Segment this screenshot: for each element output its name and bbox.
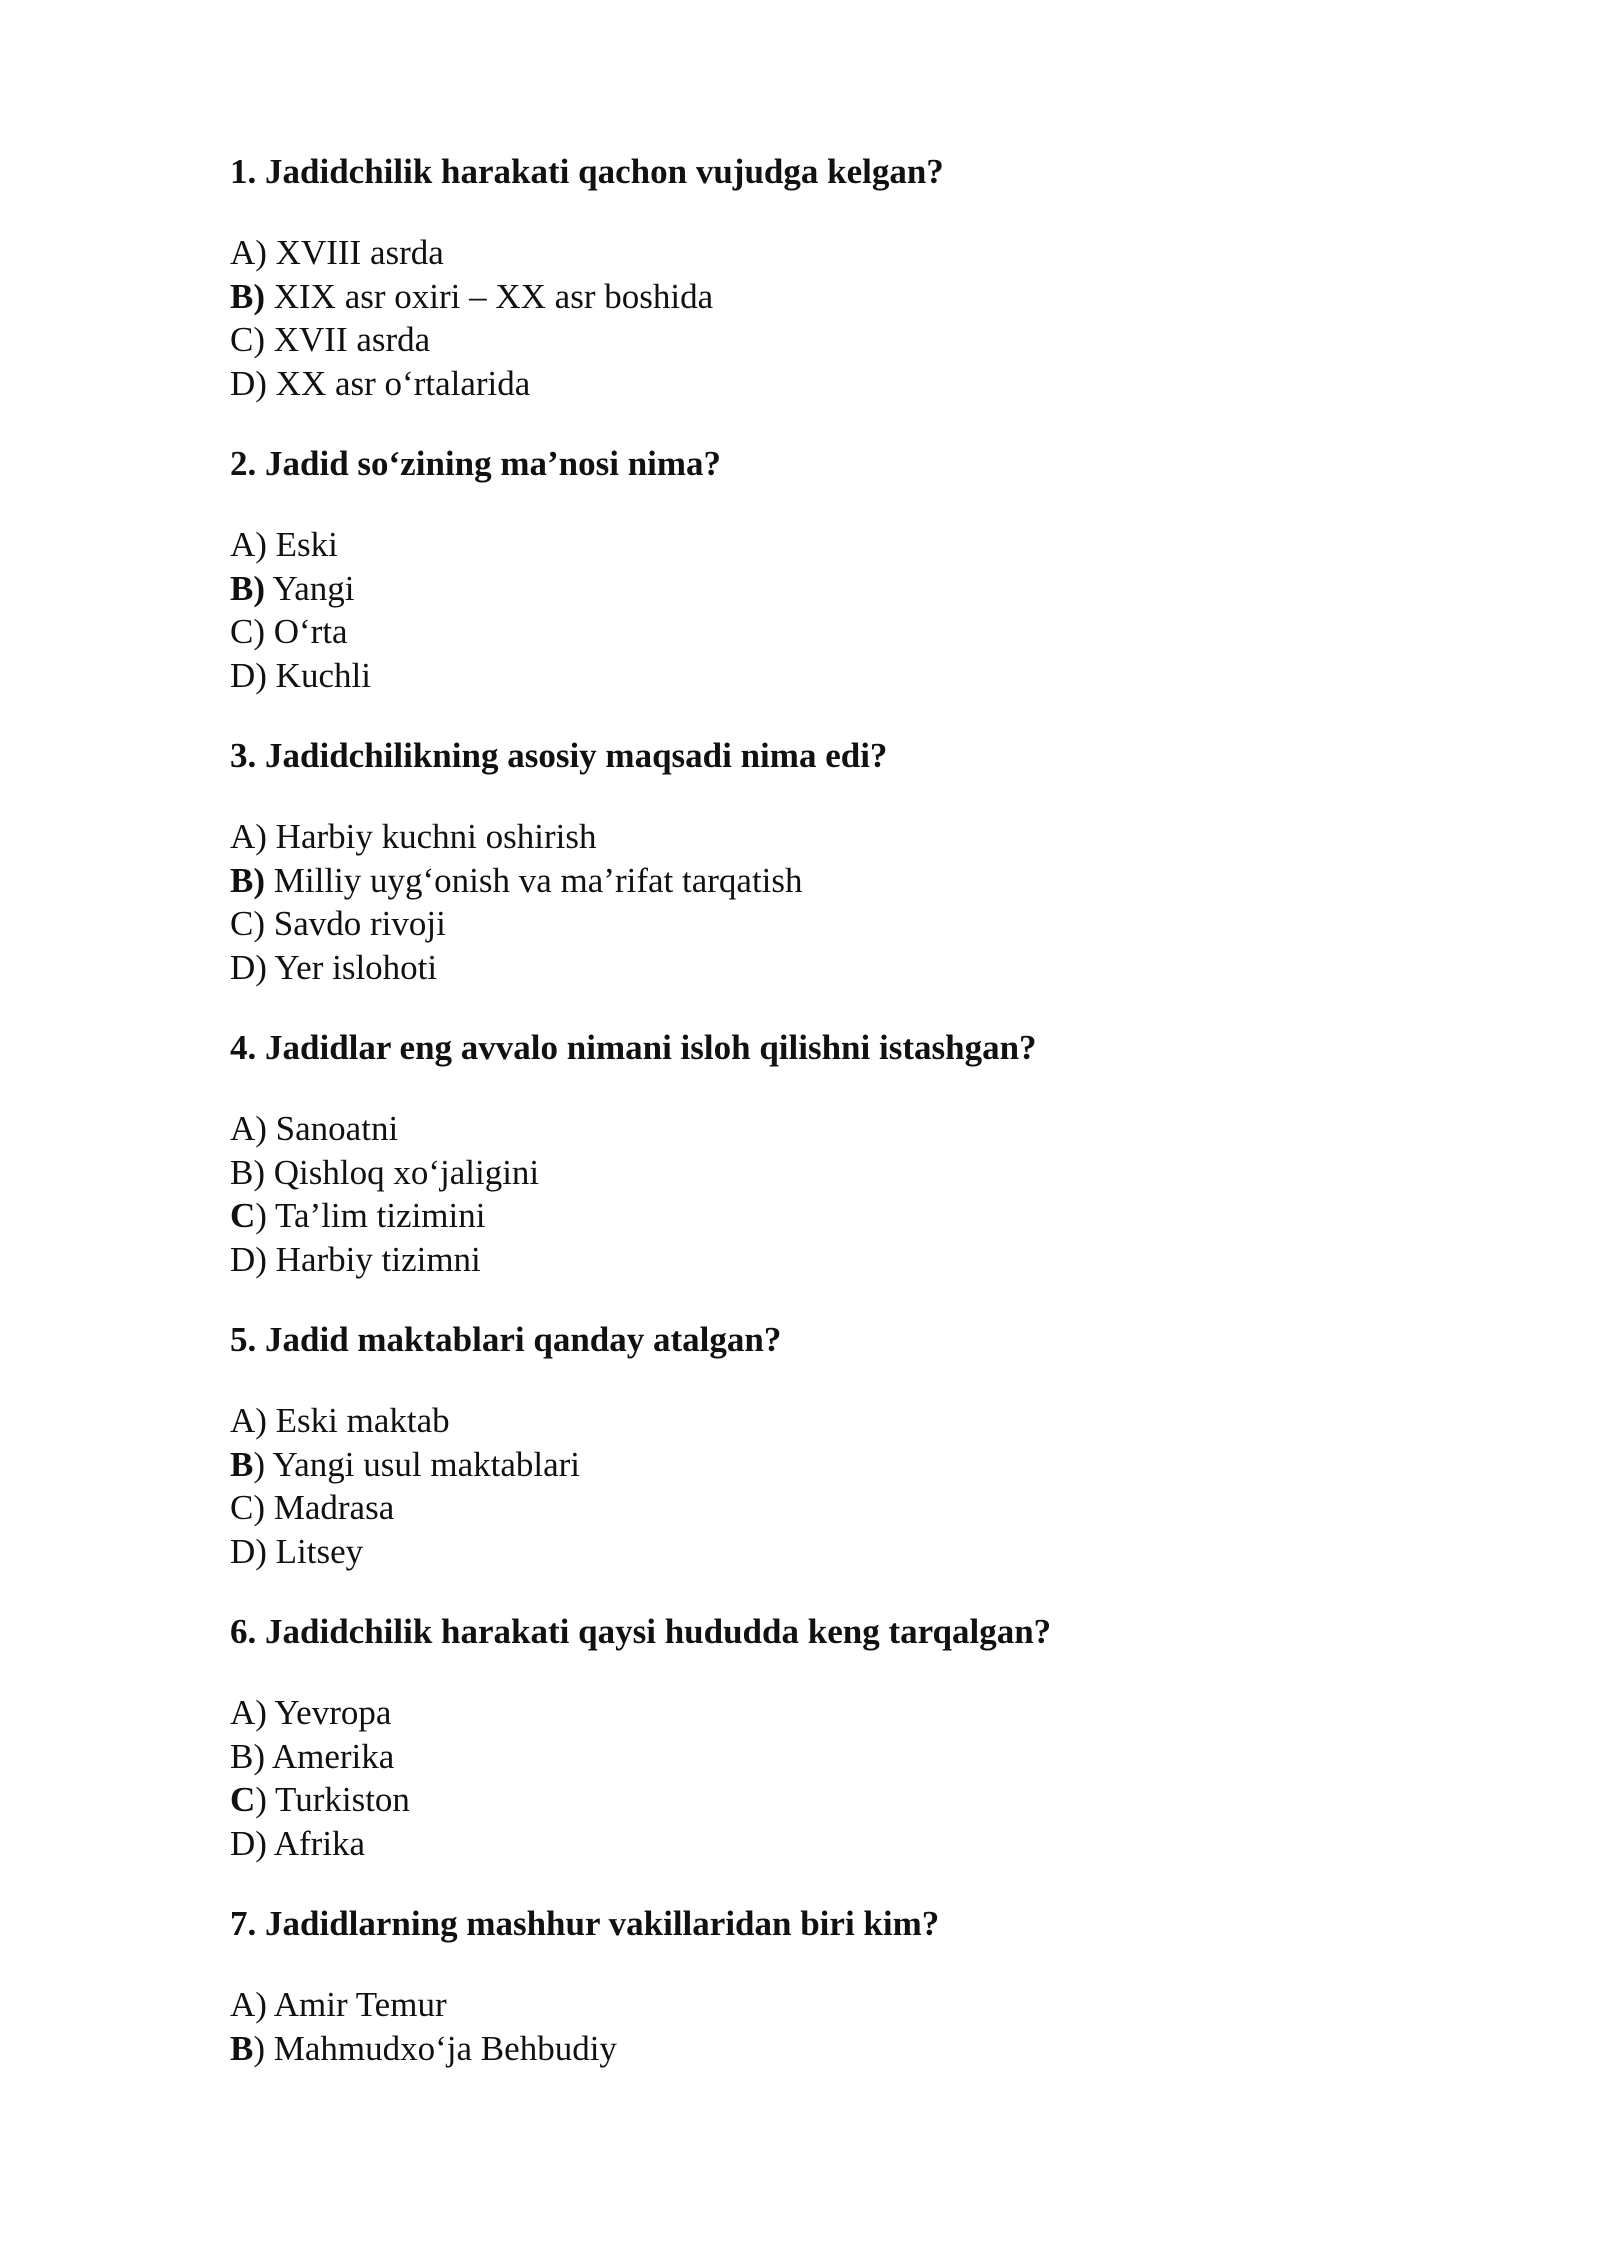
option-text: D) Harbiy tizimni [230,1239,481,1279]
answer-options [230,523,1430,697]
question-6 [230,1610,1430,1865]
answer-option-b [230,567,1430,611]
option-text: D) Litsey [230,1531,364,1571]
option-text: A) Amir Temur [230,1985,447,2024]
option-text: Yangi [265,568,355,608]
answer-option-b [230,2027,1430,2071]
answer-options [230,231,1430,405]
question-title: 4. Jadidlar eng avvalo nimani isloh qilishni istashgan? [230,1028,1037,1067]
answer-option-d [230,362,1430,406]
answer-option-a [230,1399,1430,1443]
answer-option-a [230,1107,1430,1151]
option-text: ) Mahmudxo‘ja Behbudiy [253,2028,617,2068]
option-text: A) Eski [230,525,338,564]
option-letter: B) [230,568,265,608]
answer-option-c [230,1486,1430,1530]
question-7 [230,1902,1430,2070]
option-text: D) Yer islohoti [230,947,438,987]
answer-option-a [230,1691,1430,1735]
question-1 [230,150,1430,405]
option-text: A) XVIII asrda [230,233,444,272]
question-3 [230,734,1430,989]
question-2 [230,442,1430,697]
answer-option-a [230,523,1430,567]
answer-option-a [230,1983,1430,2027]
option-letter: B) [230,276,265,316]
option-text: C) O‘rta [230,612,348,651]
answer-option-c [230,1194,1430,1238]
option-text: D) Afrika [230,1823,366,1863]
question-5 [230,1318,1430,1573]
answer-option-d [230,1238,1430,1282]
answer-options [230,1399,1430,1573]
option-text: ) Turkiston [255,1780,410,1819]
option-letter: B [230,2028,254,2068]
answer-option-c [230,1778,1430,1822]
answer-option-c [230,610,1430,654]
answer-option-d [230,1822,1430,1866]
answer-option-a [230,231,1430,275]
answer-option-c [230,318,1430,362]
option-letter: C [230,1780,256,1819]
option-text: A) Sanoatni [230,1109,399,1148]
question-4 [230,1026,1430,1281]
answer-option-b [230,859,1430,903]
option-text: A) Yevropa [230,1693,392,1732]
option-text: Milliy uyg‘onish va ma’rifat tarqatish [265,860,803,900]
answer-option-b [230,275,1430,319]
option-text: ) Yangi usul maktablari [253,1444,580,1484]
question-title: 1. Jadidchilik harakati qachon vujudga kelgan? [230,152,944,191]
answer-option-b [230,1735,1430,1779]
option-text: C) XVII asrda [230,320,431,359]
answer-option-c [230,902,1430,946]
option-text: D) XX asr o‘rtalarida [230,363,531,403]
option-text: A) Eski maktab [230,1401,450,1440]
answer-options [230,815,1430,989]
question-title: 2. Jadid so‘zining ma’nosi nima? [230,444,722,483]
answer-options [230,1107,1430,1281]
option-text: B) Qishloq xo‘jaligini [230,1152,540,1192]
option-text: C) Madrasa [230,1488,395,1527]
option-letter: B) [230,860,265,900]
answer-option-d [230,654,1430,698]
answer-option-a [230,815,1430,859]
option-text: D) Kuchli [230,655,371,695]
option-letter: C [230,1196,256,1235]
answer-option-b [230,1151,1430,1195]
question-title: 6. Jadidchilik harakati qaysi hududda keng tarqalgan? [230,1612,1052,1651]
question-title: 7. Jadidlarning mashhur vakillaridan biri kim? [230,1904,940,1943]
document-page [230,150,1430,2070]
option-text: XIX asr oxiri – XX asr boshida [265,276,714,316]
option-text: C) Savdo rivoji [230,904,446,943]
answer-options [230,1983,1430,2070]
answer-option-d [230,946,1430,990]
option-text: B) Amerika [230,1736,395,1776]
answer-option-b [230,1443,1430,1487]
question-title: 5. Jadid maktablari qanday atalgan? [230,1320,782,1359]
answer-options [230,1691,1430,1865]
option-letter: B [230,1444,254,1484]
option-text: A) Harbiy kuchni oshirish [230,817,597,856]
option-text: ) Ta’lim tizimini [255,1196,486,1235]
question-title: 3. Jadidchilikning asosiy maqsadi nima edi? [230,736,888,775]
answer-option-d [230,1530,1430,1574]
